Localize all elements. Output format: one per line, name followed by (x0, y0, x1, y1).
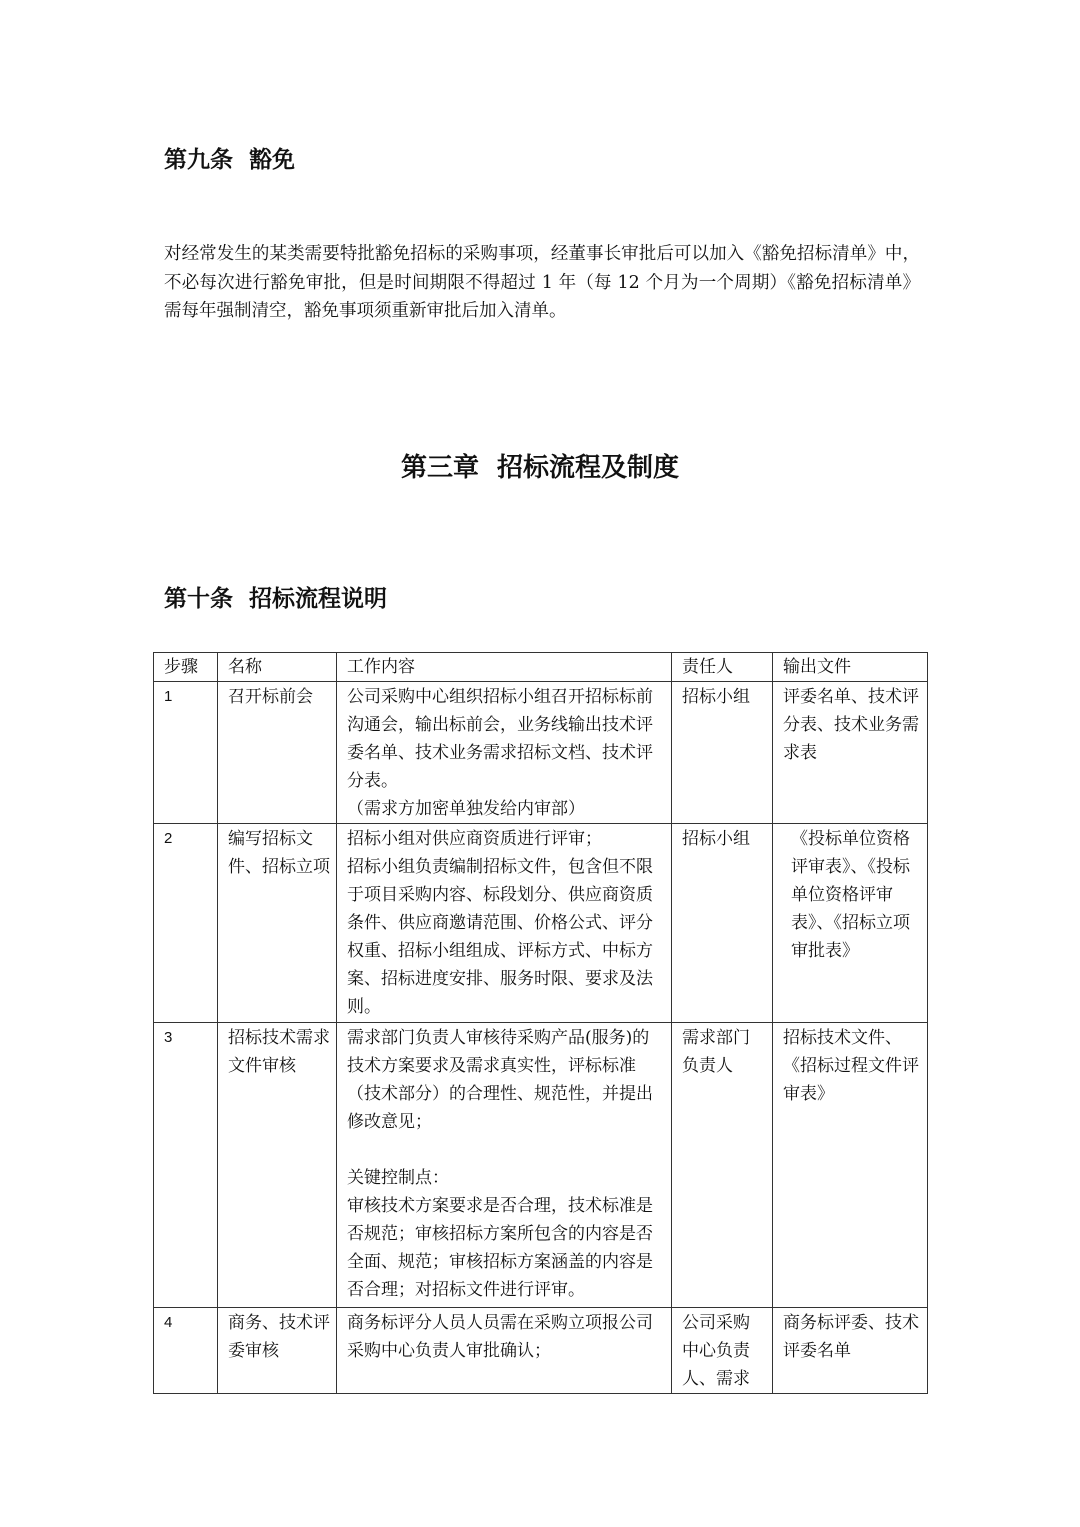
cell-name: 商务、技术评委审核 (218, 1308, 337, 1394)
cell-step: 4 (154, 1308, 218, 1394)
table-header-row (154, 653, 928, 682)
work-line: 需求部门负责人审核待采购产品(服务)的技术方案要求及需求真实性，评标标准（技术部分）的合理性、规范性，并提出修改意见； (347, 1028, 653, 1132)
cell-responsible: 公司采购中心负责人、需求 (672, 1308, 773, 1394)
cell-work (337, 1023, 672, 1308)
cell-responsible: 需求部门负责人 (672, 1023, 773, 1308)
work-line: 商务标评分人员人员需在采购立项报公司采购中心负责人审批确认； (347, 1313, 653, 1361)
work-line: 关键控制点： (347, 1168, 449, 1188)
header-responsible: 责任人 (672, 653, 773, 682)
cell-output: 《投标单位资格评审表》、《投标单位资格评审表》、《招标立项审批表》 (773, 824, 928, 1023)
cell-responsible: 招标小组 (672, 682, 773, 824)
cell-responsible: 招标小组 (672, 824, 773, 1023)
cell-name: 召开标前会 (218, 682, 337, 824)
cell-step: 2 (154, 824, 218, 1023)
cell-step: 3 (154, 1023, 218, 1308)
cell-step: 1 (154, 682, 218, 824)
article-10-heading: 第十条 招标流程说明 (164, 586, 388, 612)
work-line: （需求方加密单独发给内审部） (347, 799, 585, 819)
work-spacer (347, 1136, 665, 1164)
cell-output: 招标技术文件、《招标过程文件评审表》 (773, 1023, 928, 1308)
cell-work (337, 682, 672, 824)
cell-name: 编写招标文件、招标立项 (218, 824, 337, 1023)
work-line: 招标小组对供应商资质进行评审； (347, 829, 602, 849)
header-name: 名称 (218, 653, 337, 682)
bidding-process-table (153, 652, 928, 1394)
cell-work (337, 1308, 672, 1394)
header-output: 输出文件 (773, 653, 928, 682)
table-row (154, 1308, 928, 1394)
table-row (154, 824, 928, 1023)
work-line: 审核技术方案要求是否合理，技术标准是否规范；审核招标方案所包含的内容是否全面、规范；审核招标方案涵盖的内容是否合理；对招标文件进行评审。 (347, 1196, 653, 1300)
cell-name: 招标技术需求文件审核 (218, 1023, 337, 1308)
header-step: 步骤 (154, 653, 218, 682)
table-row (154, 1023, 928, 1308)
header-work: 工作内容 (337, 653, 672, 682)
table-row (154, 682, 928, 824)
cell-output: 评委名单、技术评分表、技术业务需求表 (773, 682, 928, 824)
work-line: 公司采购中心组织招标小组召开招标标前沟通会，输出标前会，业务线输出技术评委名单、技术业务需求招标文档、技术评分表。 (347, 687, 653, 791)
chapter-3-heading: 第三章 招标流程及制度 (400, 453, 680, 483)
article-9-heading: 第九条 豁免 (164, 147, 296, 173)
cell-output: 商务标评委、技术评委名单 (773, 1308, 928, 1394)
cell-work (337, 824, 672, 1023)
work-line: 招标小组负责编制招标文件，包含但不限于项目采购内容、标段划分、供应商资质条件、供应商邀请范围、价格公式、评分权重、招标小组组成、评标方式、中标方案、招标进度安排、服务时限、要求及法则。 (347, 857, 653, 1017)
article-9-paragraph: 对经常发生的某类需要特批豁免招标的采购事项，经董事长审批后可以加入《豁免招标清单》中，不必每次进行豁免审批，但是时间期限不得超过 1 年（每 12 个月为一个周期）《豁免招标清单》需每年强制清空，豁免事项须重新审批后加入清单。 (164, 244, 920, 321)
